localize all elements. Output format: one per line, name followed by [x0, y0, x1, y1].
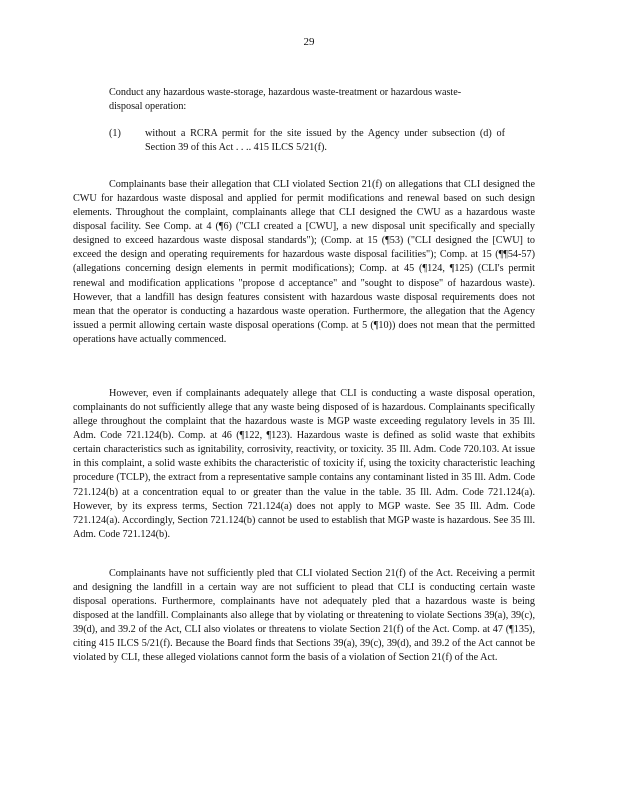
statute-quote: Conduct any hazardous waste-storage, hazardous waste-treatment or hazardous waste-disposal operation:: [109, 87, 462, 112]
list-item-text: without a RCRA permit for the site issued by the Agency under subsection (d) of Section 39 of this Act . . .. 415 ILCS 5/21(f).: [145, 128, 505, 153]
body-paragraph: Complainants have not sufficiently pled that CLI violated Section 21(f) of the Act. Receiving a permit and designing the landfill in a certain way are not sufficient to plead that CLI is conducting certain waste disposal operations. Furthermore, complainants have not adequately pled that a hazardous waste is being disposed at the landfill. Complainants also allege that by violating or threatening to violate Sections 39(a), 39(c), 39(d), and 39.2 of the Act, CLI also violates or threatens to violate Section 21(f) of the Act. Comp. at 47 (¶135), citing 415 ILCS 5/21(f). Because the Board finds that Sections 39(a), 39(c), 39(d), and 39.2 of the Act cannot be violated by CLI, these alleged violations cannot form the basis of a violation of Section 21(f) of the Act.: [73, 568, 535, 664]
body-paragraph: Complainants base their allegation that CLI violated Section 21(f) on allegations that CLI designed the CWU for hazardous waste disposal and applied for permit modifications and renewal based on such design elements. Throughout the complaint, complainants allege that CLI designed the CWU as a hazardous waste disposal facility. See Comp. at 4 (¶6) ("CLI created a [CWU], a new disposal unit specifically and specially designed to exceed hazardous waste disposal standards"); (Comp. at 15 (¶53) ("CLI designed the [CWU] to exceed the design and operating requirements for hazardous waste disposal facilities"); Comp. at 15 (¶¶54-57) (allegations concerning design elements in permit modifications); Comp. at 45 (¶124, ¶125) (CLI's permit renewal and modification applications "propose d acceptance" and "sought to dispose" of hazardous waste). However, that a landfill has design features consistent with hazardous waste disposal requirements does not mean that the operator is conducting a hazardous waste operation. Furthermore, the allegation that the Agency issued a permit allowing certain waste disposal operations (Comp. at 5 (¶10)) does not mean that the permitted operations have actually commenced.: [73, 179, 535, 345]
body-paragraph: However, even if complainants adequately allege that CLI is conducting a waste disposal operation, complainants do not sufficiently allege that any waste being disposed of is hazardous. Complainants specifically allege throughout the complaint that the hazardous waste is MGP waste exceeding regulatory levels in 35 Ill. Adm. Code 721.124(b). Comp. at 46 (¶122, ¶123). Hazardous waste is defined as solid waste that exhibits certain characteristics such as ignitability, corrosivity, reactivity, or toxicity. 35 Ill. Adm. Code 720.103. At issue in this complaint, a solid waste exhibits the characteristic of toxicity if, using the toxicity characteristic leaching procedure (TCLP), the extract from a representative sample contains any contaminant listed in 35 Ill. Adm. Code 721.124(b) at a concentration equal to or greater than the value in the table. 35 Ill. Adm. Code 721.124(a). However, by its express terms, Section 721.124(a) does not apply to MGP waste. See 35 Ill. Adm. Code 721.124(a). Accordingly, Section 721.124(b) cannot be used to establish that MGP waste is hazardous. See 35 Ill. Adm. Code 721.124(b).: [73, 388, 535, 540]
list-item-number: (1): [109, 128, 121, 139]
page-number: 29: [303, 36, 315, 48]
